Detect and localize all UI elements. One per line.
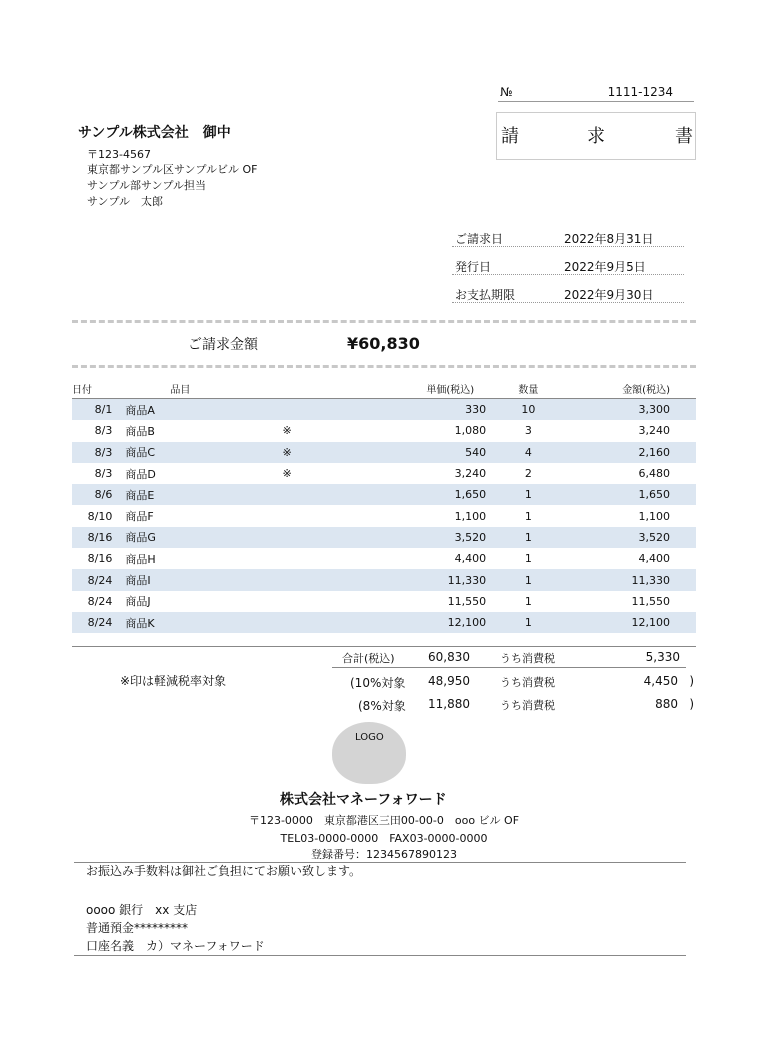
client-address: 東京都サンプル区サンプルビル OF	[87, 163, 258, 176]
row-price: 330	[318, 399, 488, 421]
row-item: 商品F	[125, 510, 154, 524]
row-amount: 12,100	[569, 612, 696, 633]
row-qty: 1	[524, 594, 532, 608]
items-table	[72, 379, 696, 633]
invoice-amount-band	[72, 320, 696, 368]
table-bottom-rule	[72, 646, 696, 647]
bank-holder: 口座名義 カ）マネーフォワード	[86, 939, 265, 953]
row-amount: 6,480	[638, 467, 670, 481]
due-date-value: 2022年9月30日	[564, 288, 654, 302]
row-date: 8/16	[87, 552, 113, 566]
row-amount: 1,650	[569, 484, 696, 505]
rate10-label: (10%対象	[350, 676, 406, 690]
row-date: 8/24	[72, 569, 114, 590]
client-department: サンプル部サンプル担当	[87, 179, 207, 192]
row-item: 商品C	[114, 442, 282, 463]
row-reduced-mark	[283, 399, 319, 421]
table-row	[72, 399, 696, 421]
rate8-value: 11,880	[428, 697, 470, 711]
row-item: 商品E	[114, 484, 282, 505]
row-amount: 3,240	[638, 424, 670, 438]
bank-name: oooo 銀行 xx 支店	[86, 903, 198, 917]
row-price: 4,400	[454, 552, 487, 566]
client-name: サンプル株式会社 御中	[78, 125, 231, 141]
row-reduced-mark: ※	[282, 424, 292, 438]
items-header-row	[72, 379, 696, 399]
row-amount: 3,300	[569, 399, 696, 421]
issuer-tel-fax: TEL03-0000-0000 FAX03-0000-0000	[280, 832, 488, 845]
row-reduced-mark	[283, 612, 319, 633]
row-amount: 3,520	[569, 527, 696, 548]
rate8-tax-value: 880	[655, 697, 678, 711]
row-date: 8/1	[72, 399, 114, 421]
row-reduced-mark: ※	[283, 442, 319, 463]
header-qty: 数量	[488, 379, 568, 399]
header-amount: 金額(税込)	[569, 379, 696, 399]
row-item: 商品D	[125, 467, 156, 481]
row-item: 商品K	[114, 612, 282, 633]
row-date: 8/6	[72, 484, 114, 505]
table-row	[72, 591, 696, 612]
date-row-invoice	[452, 228, 684, 247]
bank-bottom-rule	[74, 955, 686, 956]
row-reduced-mark	[283, 591, 319, 612]
row-qty: 4	[488, 442, 568, 463]
issuer-company-name: 株式会社マネーフォワード	[280, 792, 447, 808]
row-price: 11,550	[447, 594, 487, 608]
rate10-tax-label: うち消費税	[500, 676, 555, 689]
row-date: 8/3	[94, 424, 113, 438]
invoice-title-box	[496, 112, 696, 160]
row-qty: 1	[488, 527, 568, 548]
client-person: サンプル 太郎	[87, 195, 164, 208]
date-row-due	[452, 284, 684, 303]
total-value: 60,830	[428, 650, 470, 664]
issue-date-label: 発行日	[455, 260, 492, 274]
invoice-number-label: №	[500, 85, 513, 99]
table-row	[72, 442, 696, 463]
table-row	[72, 420, 696, 441]
invoice-number-value: 1111-1234	[607, 85, 673, 99]
row-item: 商品G	[114, 527, 282, 548]
totals-row	[332, 650, 686, 668]
row-qty: 1	[488, 484, 568, 505]
logo-text: LOGO	[355, 732, 384, 743]
table-row	[72, 548, 696, 569]
row-date: 8/24	[87, 594, 113, 608]
row-date: 8/10	[87, 509, 113, 523]
row-item: 商品J	[125, 595, 151, 609]
issuer-registration: 登録番号：1234567890123	[311, 848, 457, 861]
row-item: 商品B	[125, 424, 155, 438]
row-reduced-mark	[283, 548, 319, 569]
row-price: 1,650	[318, 484, 488, 505]
rate10-close: )	[689, 674, 694, 688]
rate8-label: (8%対象	[358, 699, 406, 713]
header-date: 日付	[72, 379, 114, 399]
bank-account: 普通預金*********	[86, 921, 189, 935]
row-price: 3,520	[318, 527, 488, 548]
row-qty: 1	[524, 552, 532, 566]
row-price: 1,100	[454, 509, 487, 523]
date-row-issue	[452, 256, 684, 275]
table-row	[72, 527, 696, 548]
table-row	[72, 505, 696, 526]
header-item: 品目	[114, 379, 282, 399]
row-qty: 1	[488, 612, 568, 633]
row-amount: 11,550	[631, 594, 670, 608]
table-row	[72, 484, 696, 505]
rate8-row	[332, 697, 694, 714]
row-amount: 4,400	[638, 552, 670, 566]
row-price: 540	[318, 442, 488, 463]
total-tax-label: うち消費税	[500, 652, 555, 665]
row-reduced-mark	[283, 569, 319, 590]
table-row	[72, 612, 696, 633]
rate8-tax-label: うち消費税	[500, 699, 555, 712]
row-reduced-mark: ※	[282, 467, 292, 481]
due-date-label: お支払期限	[455, 288, 516, 302]
row-qty: 2	[524, 467, 532, 481]
title-char-3: 書	[675, 126, 693, 147]
row-date: 8/3	[72, 442, 114, 463]
client-postal: 〒123-4567	[87, 148, 151, 161]
row-amount: 1,100	[638, 509, 670, 523]
reduced-tax-note: ※印は軽減税率対象	[120, 674, 227, 688]
row-price: 12,100	[318, 612, 488, 633]
title-char-1: 請	[501, 126, 519, 147]
row-reduced-mark	[283, 505, 319, 526]
row-qty: 1	[524, 509, 532, 523]
row-price: 1,080	[454, 424, 487, 438]
row-amount: 2,160	[569, 442, 696, 463]
row-item: 商品H	[125, 552, 156, 566]
row-qty: 1	[488, 569, 568, 590]
row-price: 11,330	[318, 569, 488, 590]
table-row	[72, 463, 696, 484]
rate8-close: )	[689, 697, 694, 711]
issuer-address: 〒123-0000 東京都港区三田00-00-0 ooo ビル OF	[248, 814, 520, 827]
row-qty: 10	[488, 399, 568, 421]
row-date: 8/16	[72, 527, 114, 548]
bank-fee-note: お振込み手数料は御社ご負担にてお願い致します。	[86, 864, 362, 878]
row-date: 8/3	[94, 467, 113, 481]
rate10-row	[332, 674, 694, 691]
header-price: 単価(税込)	[318, 379, 488, 399]
table-row	[72, 569, 696, 590]
invoice-amount-value: ¥60,830	[347, 334, 420, 353]
invoice-date-label: ご請求日	[455, 232, 504, 246]
total-tax-value: 5,330	[645, 650, 680, 664]
rate10-tax-value: 4,450	[643, 674, 678, 688]
total-label: 合計(税込)	[342, 652, 395, 665]
invoice-number-row	[498, 84, 694, 102]
row-item: 商品I	[114, 569, 282, 590]
row-reduced-mark	[283, 484, 319, 505]
title-char-2: 求	[587, 126, 605, 147]
row-qty: 3	[524, 424, 532, 438]
row-amount: 11,330	[569, 569, 696, 590]
row-date: 8/24	[72, 612, 114, 633]
row-reduced-mark	[283, 527, 319, 548]
row-item: 商品A	[114, 399, 282, 421]
invoice-date-value: 2022年8月31日	[564, 232, 654, 246]
invoice-amount-label: ご請求金額	[188, 337, 258, 353]
issue-date-value: 2022年9月5日	[564, 260, 646, 274]
rate10-value: 48,950	[428, 674, 470, 688]
row-price: 3,240	[454, 467, 487, 481]
